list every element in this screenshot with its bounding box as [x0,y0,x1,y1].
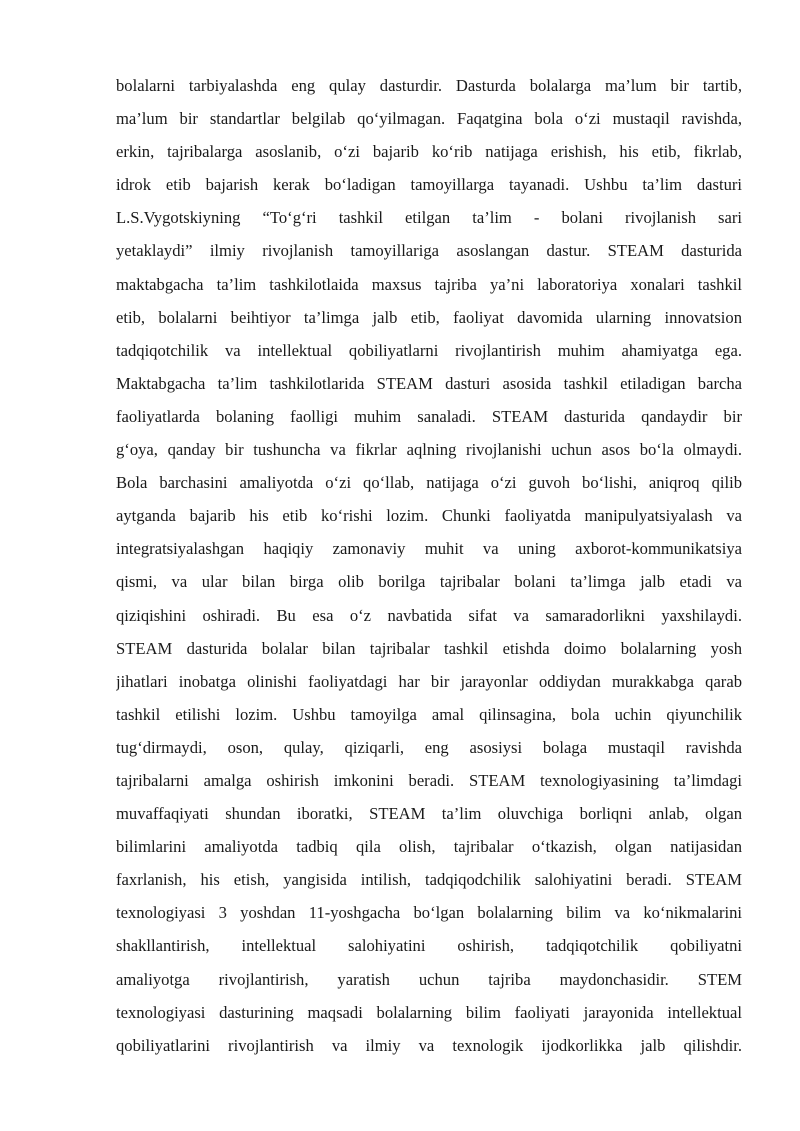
text-line: maktabgacha ta’lim tashkilotlaida maxsus tajriba ya’ni laboratoriya xonalari tashkil [116,274,742,294]
text-line: L.S.Vygotskiyning “To‘g‘ri tashkil etilgan ta’lim - bolani rivojlanish sari [116,208,742,228]
text-line: faoliyatlarda bolaning faolligi muhim sanaladi. STEAM dasturida qandaydir bir [116,406,742,426]
text-line: muvaffaqiyati shundan iboratki, STEAM ta’lim oluvchiga borliqni anlab, olgan [116,804,742,824]
text-line: yetaklaydi” ilmiy rivojlanish tamoyillariga asoslangan dastur. STEAM dasturida [116,241,742,261]
text-line: aytganda bajarib his etib ko‘rishi lozim. Chunki faoliyatda manipulyatsiyalash va [116,506,742,526]
text-line: qismi, va ular bilan birga olib borilga tajribalar bolani ta’limga jalb etadi va [116,572,742,592]
text-line: bolalarni tarbiyalashda eng qulay dasturdir. Dasturda bolalarga ma’lum bir tartib, [116,76,742,95]
text-line: tashkil etilishi lozim. Ushbu tamoyilga amal qilinsagina, bola uchin qiyunchilik [116,704,742,724]
text-line: amaliyotga rivojlantirish, yaratish uchun tajriba maydonchasidir. STEM [116,969,742,989]
body-paragraph [116,69,742,1062]
text-line: STEAM dasturida bolalar bilan tajribalar tashkil etishda doimo bolalarning yosh [116,638,742,658]
text-line: Bola barchasini amaliyotda o‘zi qo‘llab, natijaga o‘zi guvoh bo‘lishi, aniqroq qilib [116,473,742,493]
text-line: ma’lum bir standartlar belgilab qo‘yilmagan. Faqatgina bola o‘zi mustaqil ravishda, [116,109,742,129]
text-line: faxrlanish, his etish, yangisida intilish, tadqiqodchilik salohiyatini beradi. STEAM [116,870,742,890]
text-line: bilimlarini amaliyotda tadbiq qila olish, tajribalar o‘tkazish, olgan natijasidan [116,837,742,857]
text-line: idrok etib bajarish kerak bo‘ladigan tamoyillarga tayanadi. Ushbu ta’lim dasturi [116,175,742,195]
text-line: tadqiqotchilik va intellektual qobiliyatlarni rivojlantirish muhim ahamiyatga ega. [116,340,742,360]
text-line: g‘oya, qanday bir tushuncha va fikrlar aqlning rivojlanishi uchun asos bo‘la olmaydi. [116,440,742,460]
text-line: integratsiyalashgan haqiqiy zamonaviy muhit va uning axborot-kommunikatsiya [116,539,742,559]
text-line: shakllantirish, intellektual salohiyatini oshirish, tadqiqotchilik qobiliyatni [116,936,742,956]
text-line: Maktabgacha ta’lim tashkilotlarida STEAM dasturi asosida tashkil etiladigan barcha [116,373,742,393]
text-line: texnologiyasi dasturining maqsadi bolalarning bilim faoliyati jarayonida intellektual [116,1002,742,1022]
text-line: tajribalarni amalga oshirish imkonini beradi. STEAM texnologiyasining ta’limdagi [116,770,742,790]
text-line: qiziqishini oshiradi. Bu esa o‘z navbatida sifat va samaradorlikni yaxshilaydi. [116,605,742,625]
text-line: tug‘dirmaydi, oson, qulay, qiziqarli, eng asosiysi bolaga mustaqil ravishda [116,737,742,757]
text-line: jihatlari inobatga olinishi faoliyatdagi har bir jarayonlar oddiydan murakkabga qarab [116,671,742,691]
text-line: erkin, tajribalarga asoslanib, o‘zi bajarib ko‘rib natijaga erishish, his etib, fikrlab, [116,142,742,162]
text-line: etib, bolalarni beihtiyor ta’limga jalb etib, faoliyat davomida ularning innovatsion [116,307,742,327]
text-line: texnologiyasi 3 yoshdan 11-yoshgacha bo‘lgan bolalarning bilim va ko‘nikmalarini [116,903,742,923]
text-line: qobiliyatlarini rivojlantirish va ilmiy va texnologik ijodkorlikka jalb qilishdir. [116,1035,742,1055]
